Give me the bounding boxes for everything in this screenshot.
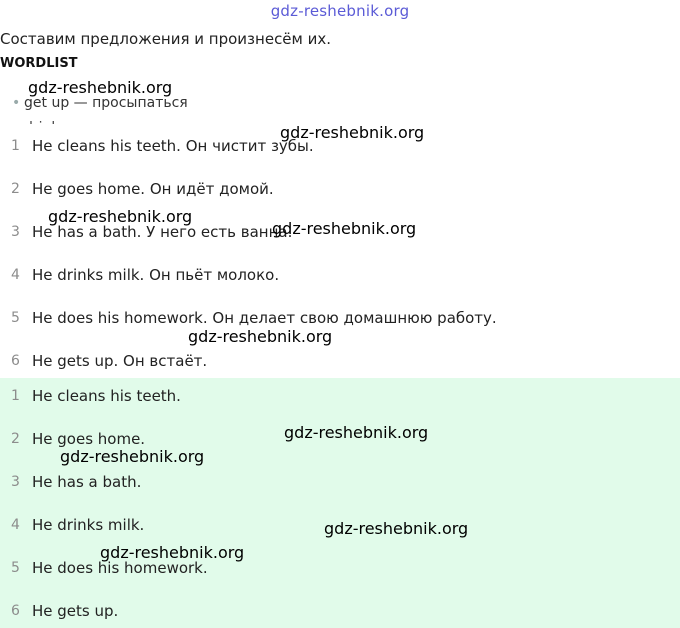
translation-row — [0, 263, 680, 287]
row-text: He drinks milk. Он пьёт молоко. — [32, 266, 280, 284]
row-text: He drinks milk. — [32, 516, 145, 534]
watermark: gdz-reshebnik.org — [280, 123, 425, 142]
row-number: 6 — [11, 603, 20, 619]
row-text: He does his homework. — [32, 559, 208, 577]
row-number: 4 — [11, 517, 20, 533]
wordlist-item-text: get up — просыпаться — [24, 95, 188, 111]
translation-row — [0, 306, 680, 330]
row-number: 2 — [11, 181, 20, 197]
answers-block — [0, 378, 680, 628]
row-text: He goes home. — [32, 430, 146, 448]
translation-row — [0, 349, 680, 373]
watermark: gdz-reshebnik.org — [28, 78, 173, 97]
watermark: gdz-reshebnik.org — [48, 207, 193, 226]
row-number: 3 — [11, 224, 20, 240]
watermark: gdz-reshebnik.org — [272, 219, 417, 238]
row-number: 1 — [11, 138, 20, 154]
row-text: He goes home. Он идёт домой. — [32, 180, 274, 198]
answer-row — [0, 470, 680, 494]
row-number: 2 — [11, 431, 20, 447]
watermark: gdz-reshebnik.org — [324, 519, 469, 538]
watermark: gdz-reshebnik.org — [284, 423, 429, 442]
row-number: 5 — [11, 310, 20, 326]
answer-row — [0, 599, 680, 623]
row-text: He has a bath. У него есть ванна. — [32, 223, 293, 241]
translations-block — [0, 124, 680, 378]
row-text: He cleans his teeth. — [32, 387, 181, 405]
row-text: He gets up. Он встаёт. — [32, 352, 208, 370]
row-number: 6 — [11, 353, 20, 369]
row-text: He does his homework. Он делает свою домашнюю работу. — [32, 309, 497, 327]
row-number: 5 — [11, 560, 20, 576]
row-text: He has a bath. — [32, 473, 142, 491]
instruction-text: Составим предложения и произнесём их. — [0, 30, 332, 48]
translation-row — [0, 177, 680, 201]
site-header[interactable]: gdz-reshebnik.org — [270, 2, 410, 20]
row-number: 3 — [11, 474, 20, 490]
watermark: gdz-reshebnik.org — [60, 447, 205, 466]
watermark: gdz-reshebnik.org — [100, 543, 245, 562]
bullet-icon: • — [12, 95, 21, 111]
row-number: 4 — [11, 267, 20, 283]
wordlist-title: WORDLIST — [0, 56, 78, 71]
row-text: He cleans his teeth. Он чистит зубы. — [32, 137, 314, 155]
row-number: 1 — [11, 388, 20, 404]
watermark: gdz-reshebnik.org — [188, 327, 333, 346]
answer-row — [0, 384, 680, 408]
row-text: He gets up. — [32, 602, 119, 620]
